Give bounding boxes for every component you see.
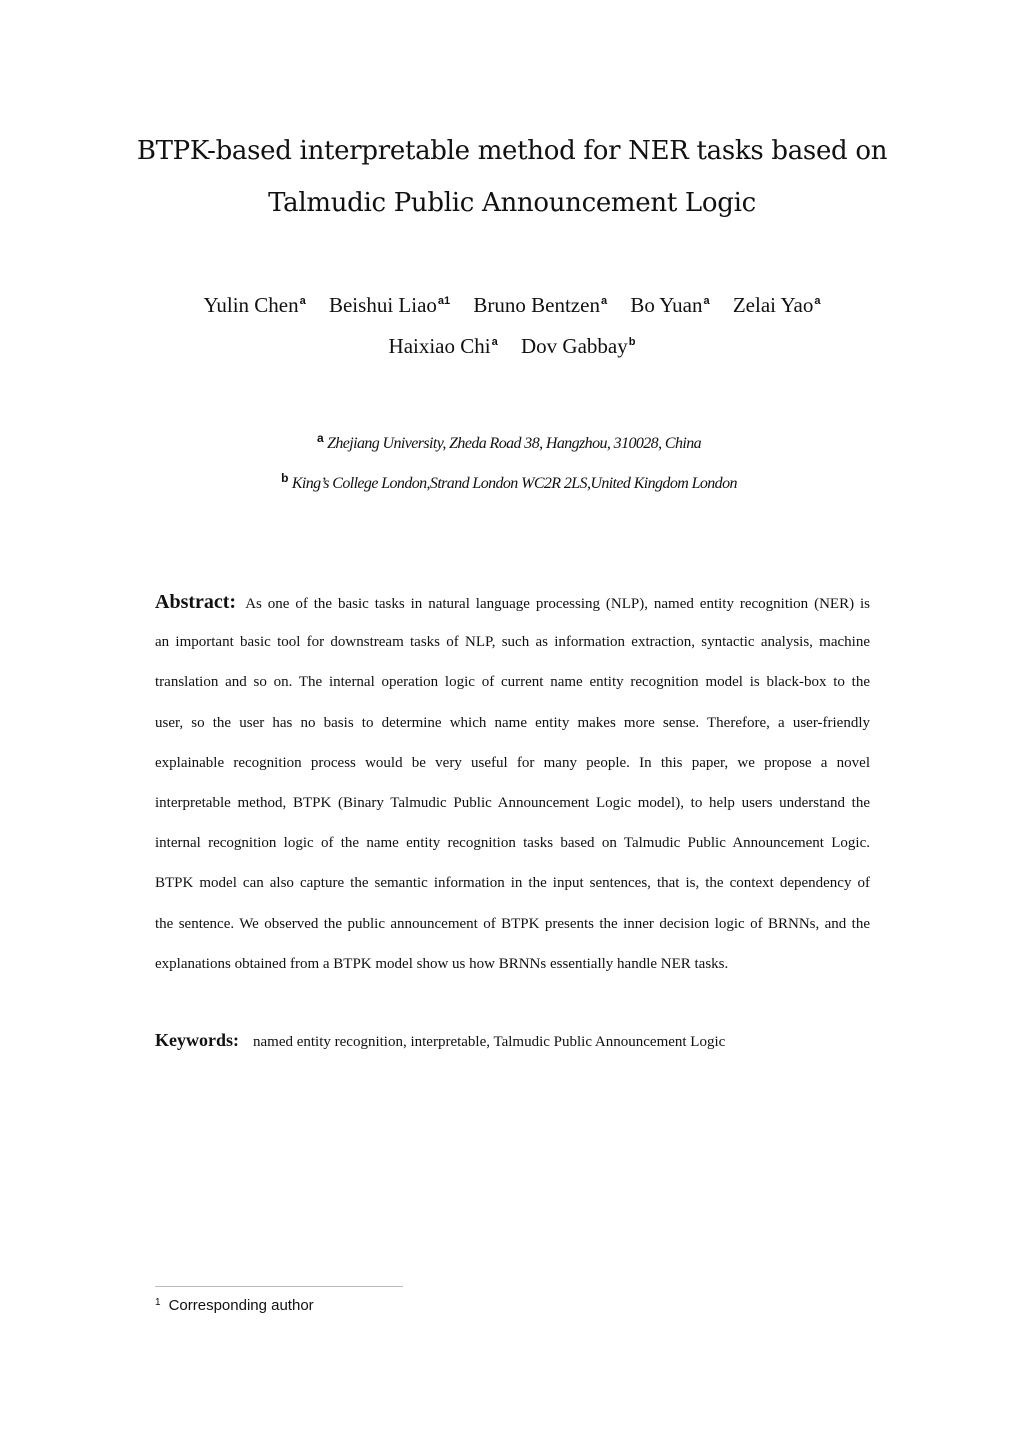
footnote-text: Corresponding author <box>168 1297 314 1314</box>
abstract-line: explainable recognition process would be very useful for many people. In this paper, we propose a novel <box>155 754 870 771</box>
abstract <box>155 585 870 987</box>
abstract-line: explanations obtained from a BTPK model show us how BRNNs essentially handle NER tasks. <box>155 955 729 972</box>
abstract-line: translation and so on. The internal operation logic of current name entity recognition model is black-box to the <box>155 674 870 691</box>
abstract-label: Abstract: <box>155 591 237 613</box>
abstract-line: interpretable method, BTPK (Binary Talmudic Public Announcement Logic model), to help users understand the <box>155 794 870 811</box>
footnote-mark: 1 <box>155 1297 161 1308</box>
author-haixiao-chi: Haixiao Chi$^a$ <box>388 334 498 358</box>
author-zelai-yao: Zelai Yao$^a$ <box>732 293 821 317</box>
paper-title-line-1: BTPK-based interpretable method for NER tasks based on <box>136 136 888 166</box>
paper-title-line-2: Talmudic Public Announcement Logic <box>268 188 756 218</box>
author-list-row-2 <box>0 334 1024 359</box>
author-beishui-liao: Beishui Liao$^{a1}$ <box>328 293 451 317</box>
author-bruno-bentzen: Bruno Bentzen$^a$ <box>473 293 608 317</box>
author-list-row-1 <box>0 293 1024 318</box>
abstract-line: internal recognition logic of the name entity recognition tasks based on Talmudic Public Announcement Logic. <box>155 835 870 852</box>
author-dov-gabbay: Dov Gabbay$^b$ <box>520 334 636 358</box>
keywords-text: named entity recognition, interpretable, Talmudic Public Announcement Logic <box>253 1034 726 1050</box>
abstract-line: Abstract: As one of the basic tasks in natural language processing (NLP), named entity recognition (NER) is <box>155 591 870 613</box>
footnote-divider <box>155 1286 403 1287</box>
author-bo-yuan: Bo Yuan$^a$ <box>630 293 710 317</box>
affiliation-a: $^a$ Zhejiang University, Zheda Road 38, Hangzhou, 310028, China <box>316 431 701 452</box>
abstract-line: an important basic tool for downstream tasks of NLP, such as information extraction, syntactic analysis, machine <box>155 634 870 651</box>
affiliation-b: $^b$ King’s College London,Strand London WC2R 2LS,United Kingdom London <box>281 471 737 492</box>
author-yulin-chen: Yulin Chen$^a$ <box>203 293 306 317</box>
keywords <box>155 1030 725 1051</box>
abstract-line: BTPK model can also capture the semantic information in the input sentences, that is, the context dependency of <box>155 875 870 892</box>
abstract-line: user, so the user has no basis to determine which name entity makes more sense. Therefore, a user-friendly <box>155 714 870 731</box>
abstract-line: the sentence. We observed the public announcement of BTPK presents the inner decision logic of BRNNs, and the <box>155 915 870 932</box>
keywords-label: Keywords: <box>155 1030 239 1050</box>
footnote <box>155 1297 314 1314</box>
